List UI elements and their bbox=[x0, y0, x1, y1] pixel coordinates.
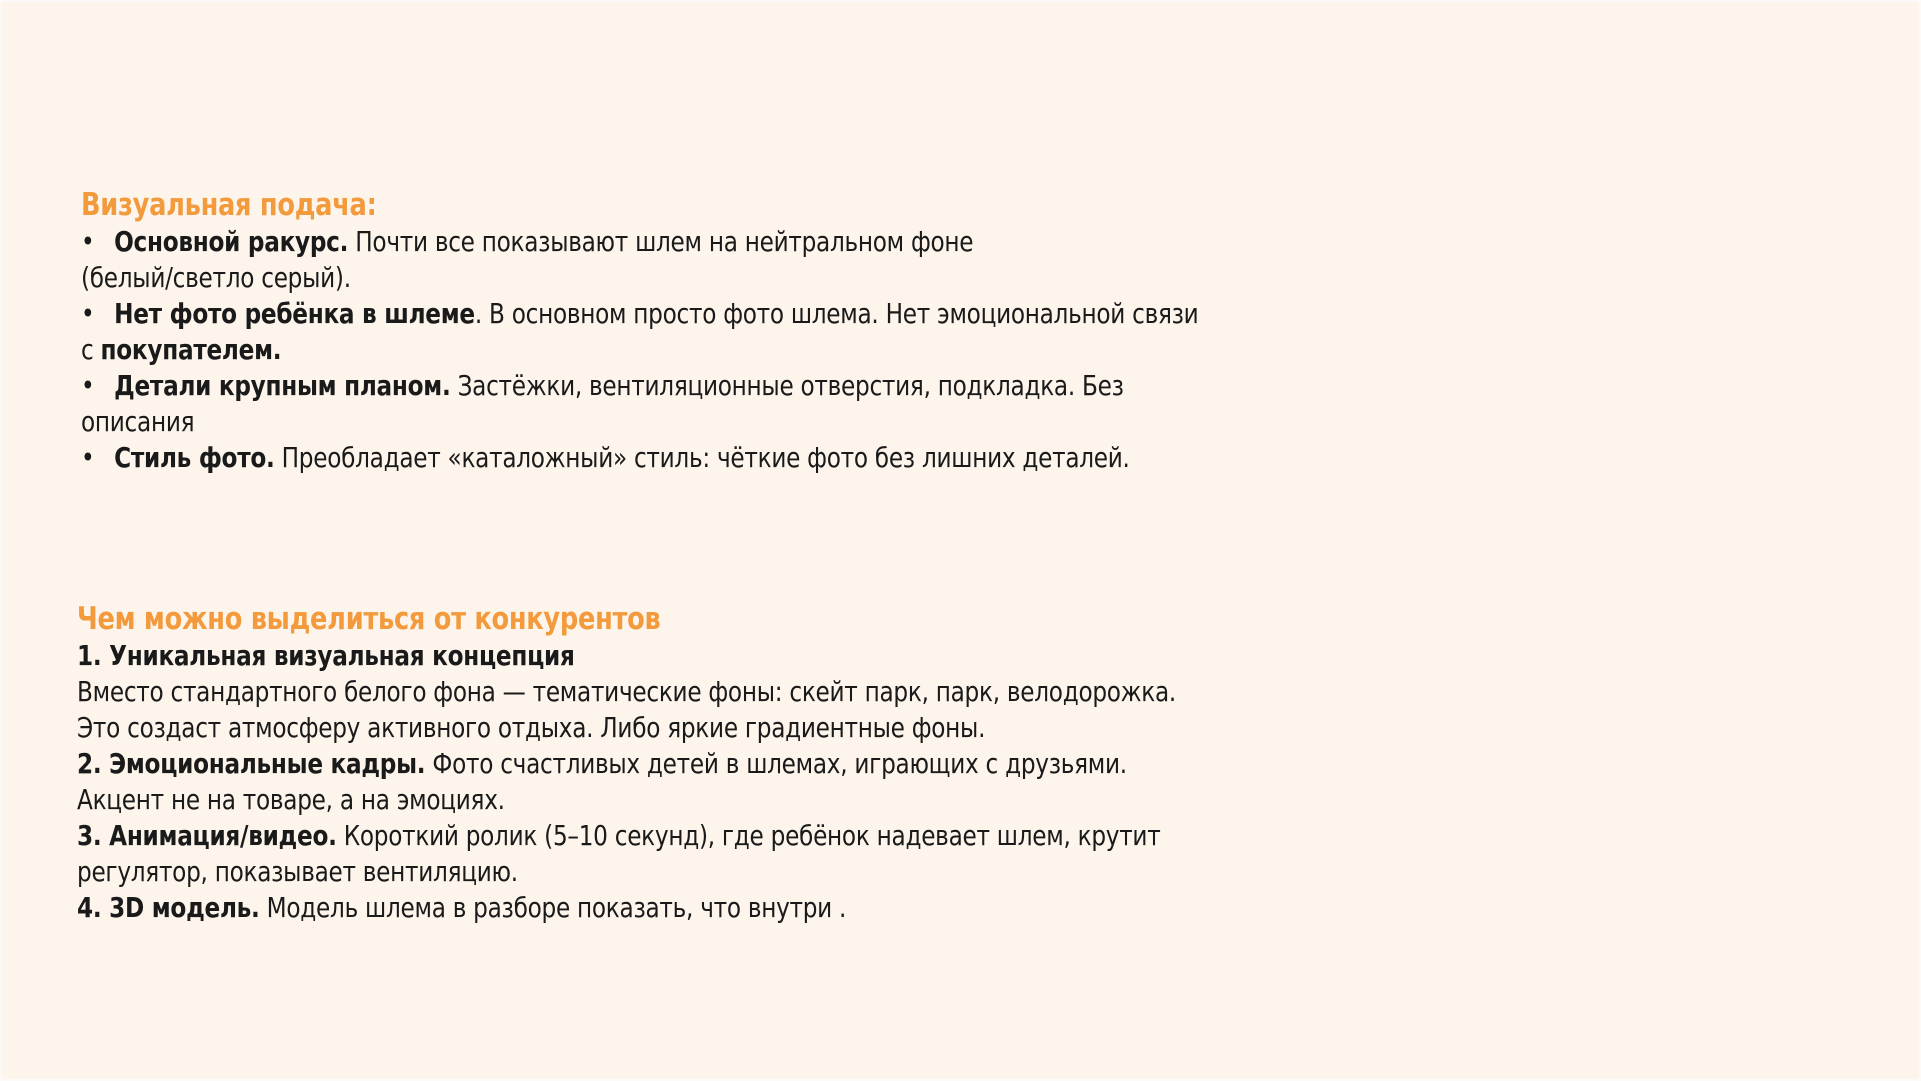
list-item: Акцент не на товаре, а на эмоциях. bbox=[77, 783, 505, 816]
bullet-icon: • bbox=[81, 297, 95, 330]
list-item: Это создаст атмосферу активного отдыха. Либо яркие градиентные фоны. bbox=[77, 711, 986, 744]
list-item: • Детали крупным планом. Застёжки, вентиляционные отверстия, подкладка. Без bbox=[81, 369, 1124, 402]
list-item: регулятор, показывает вентиляцию. bbox=[77, 855, 518, 888]
competitive-advantage-section bbox=[77, 600, 1377, 926]
bullet-icon: • bbox=[81, 225, 95, 258]
list-item-continuation: описания bbox=[81, 405, 195, 438]
list-item: 4. 3D модель. Модель шлема в разборе показать, что внутри . bbox=[77, 891, 847, 924]
list-item: 2. Эмоциональные кадры. Фото счастливых детей в шлемах, играющих с друзьями. bbox=[77, 747, 1127, 780]
list-item: Вместо стандартного белого фона — тематические фоны: скейт парк, парк, велодорожка. bbox=[77, 675, 1177, 708]
list-item-continuation: с покупателем. bbox=[81, 333, 282, 366]
section-heading: Визуальная подача: bbox=[81, 187, 377, 223]
visual-presentation-section bbox=[81, 186, 1381, 476]
list-item: 3. Анимация/видео. Короткий ролик (5–10 секунд), где ребёнок надевает шлем, крутит bbox=[77, 819, 1161, 852]
list-item-continuation: (белый/светло серый). bbox=[81, 261, 351, 294]
bullet-icon: • bbox=[81, 441, 95, 474]
bullet-icon: • bbox=[81, 369, 95, 402]
list-item: 1. Уникальная визуальная концепция bbox=[77, 639, 575, 672]
list-item: • Основной ракурс. Почти все показывают шлем на нейтральном фоне bbox=[81, 225, 974, 258]
section-heading: Чем можно выделиться от конкурентов bbox=[77, 601, 661, 637]
list-item: • Нет фото ребёнка в шлеме. В основном просто фото шлема. Нет эмоциональной связи bbox=[81, 297, 1199, 330]
list-item: • Стиль фото. Преобладает «каталожный» стиль: чёткие фото без лишних деталей. bbox=[81, 441, 1130, 474]
